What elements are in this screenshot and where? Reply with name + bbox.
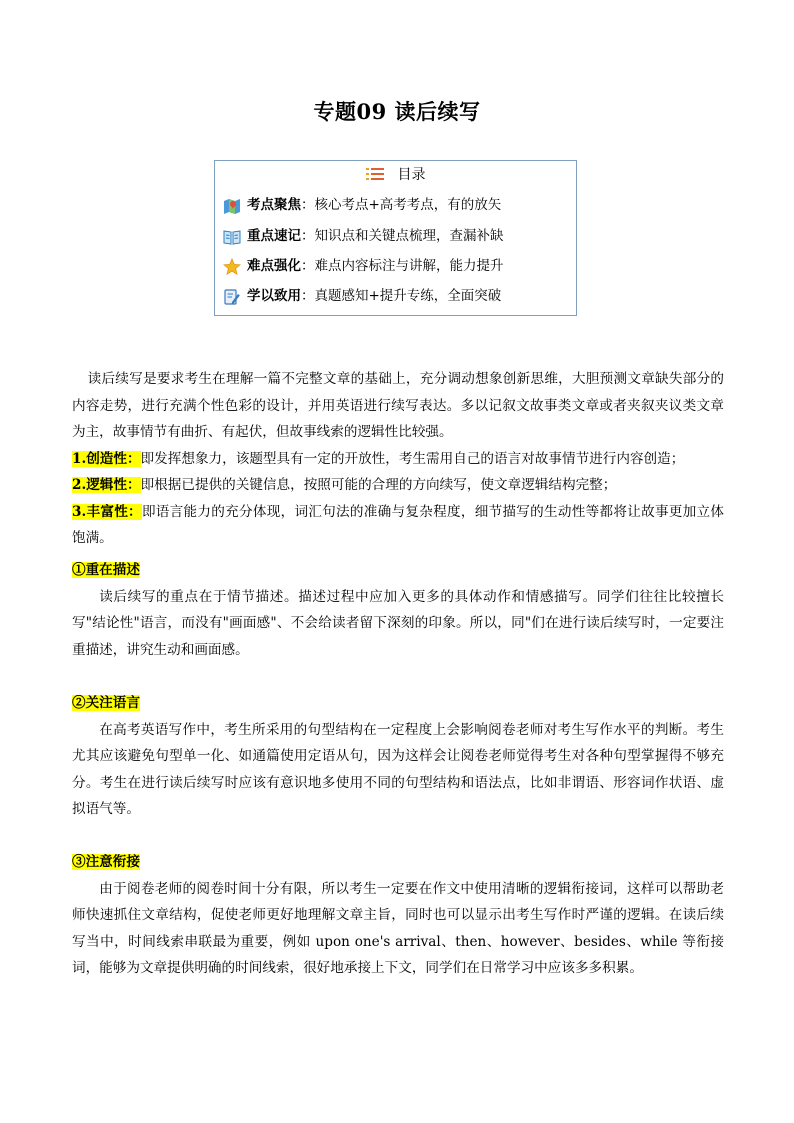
toc-heading bbox=[215, 164, 576, 184]
feature-item: 3.丰富性：即语言能力的充分体现，词汇句法的准确与复杂程度，细节描写的生动性等都将让故事更加立体饱满。 bbox=[72, 503, 724, 546]
star-icon bbox=[223, 258, 241, 276]
list-icon bbox=[366, 167, 384, 181]
section-heading: ①重在描述 bbox=[72, 562, 140, 578]
table-of-contents bbox=[214, 160, 577, 316]
toc-item: 考点聚焦：核心考点+高考考点，有的放矢 bbox=[223, 194, 501, 216]
section-heading: ②关注语言 bbox=[72, 695, 140, 711]
notebook-pen-icon bbox=[223, 288, 241, 306]
section-describe bbox=[72, 557, 724, 663]
section-language bbox=[72, 690, 724, 823]
section-paragraph: 由于阅卷老师的阅卷时间十分有限，所以考生一定要在作文中使用清晰的逻辑衔接词，这样可以帮助老师快速抓住文章结构，促使老师更好地理解文章主旨，同时也可以显示出考生写作时严谨的逻辑。在读后续写当中，时间线索串联最为重要，例如 upon one's arrival、then、however、besides、while 等衔接词，能够为文章提供明确的时间线索，很好地承接上下文，同学们在日常学习中应该多多积累。 bbox=[72, 880, 724, 976]
book-icon bbox=[223, 228, 241, 246]
section-paragraph: 读后续写的重点在于情节描述。描述过程中应加入更多的具体动作和情感描写。同学们往往比较擅长写"结论性"语言，而没有"画面感"、不会给读者留下深刻的印象。所以，同"们在进行读后续写时，一定要注重描述，讲究生动和画面感。 bbox=[72, 588, 724, 658]
page-title: 专题09 读后续写 bbox=[313, 99, 481, 124]
toc-item: 难点强化：难点内容标注与讲解，能力提升 bbox=[223, 255, 504, 277]
section-cohesion bbox=[72, 849, 724, 982]
intro-paragraph: 读后续写是要求考生在理解一篇不完整文章的基础上，充分调动想象创新思维，大胆预测文章缺失部分的内容走势，进行充满个性色彩的设计，并用英语进行续写表达。多以记叙文故事类文章或者夹叙夹议类文章为主，故事情节有曲折、有起伏，但故事线索的逻辑性比较强。 bbox=[72, 371, 724, 440]
toc-item: 学以致用：真题感知+提升专练，全面突破 bbox=[223, 285, 501, 307]
toc-item: 重点速记：知识点和关键点梳理，查漏补缺 bbox=[223, 225, 504, 247]
feature-item: 1.创造性：即发挥想象力，该题型具有一定的开放性，考生需用自己的语言对故事情节进行内容创造； bbox=[72, 450, 685, 467]
toc-heading-text: 目录 bbox=[397, 167, 426, 183]
section-heading: ③注意衔接 bbox=[72, 854, 140, 870]
feature-item: 2.逻辑性：即根据已提供的关键信息，按照可能的合理的方向续写，使文章逻辑结构完整； bbox=[72, 477, 617, 493]
intro-block bbox=[72, 366, 724, 552]
section-paragraph: 在高考英语写作中，考生所采用的句型结构在一定程度上会影响阅卷老师对考生写作水平的判断。考生尤其应该避免句型单一化、如通篇使用定语从句，因为这样会让阅卷老师觉得考生对各种句型掌握得不够充分。考生在进行读后续写时应该有意识地多使用不同的句型结构和语法点，比如非谓语、形容词作状语、虚拟语气等。 bbox=[72, 721, 724, 817]
map-icon bbox=[223, 197, 241, 215]
